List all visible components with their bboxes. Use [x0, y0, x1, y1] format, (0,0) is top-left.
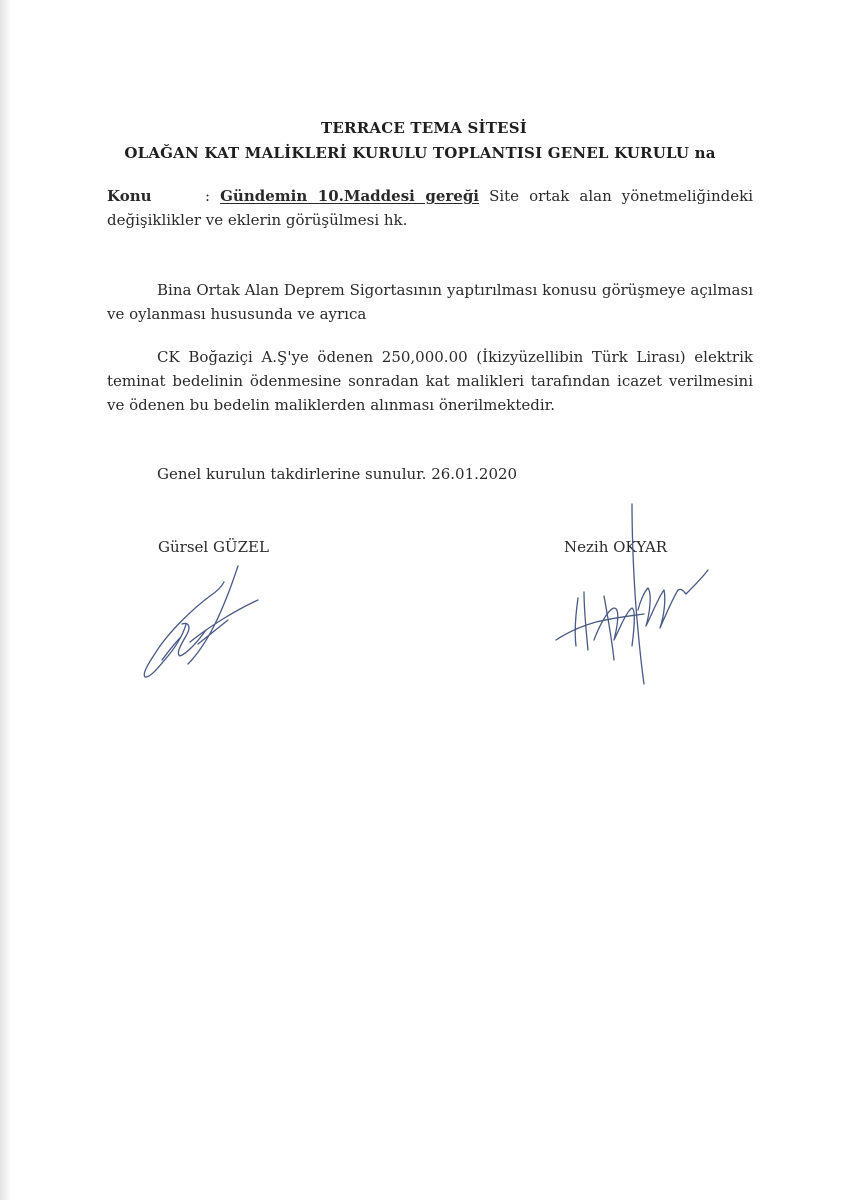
- subject-text: Site ortak alan yönetmeliğindeki değişiklikler ve eklerin görüşülmesi hk.: [107, 187, 753, 229]
- closing-line: Genel kurulun takdirlerine sunulur. 26.01.2020: [157, 465, 518, 483]
- subject-separator: :: [205, 187, 211, 205]
- body-paragraph-2: CK Boğaziçi A.Ş'ye ödenen 250,000.00 (İkizyüzellibin Türk Lirası) elektrik teminat bedelinin ödenmesine sonradan kat malikleri tarafından icazet verilmesini ve ödenen bu bedelin maliklerden alınması önerilmektedir.: [107, 348, 753, 414]
- agenda-reference: Gündemin 10.Maddesi gereği: [220, 187, 480, 205]
- signature-left: [128, 560, 268, 685]
- subject-line: [107, 184, 753, 232]
- signature-right: [548, 500, 718, 690]
- subject-label: Konu: [107, 187, 152, 205]
- document-title: TERRACE TEMA SİTESİ: [321, 119, 527, 137]
- body-paragraph-1: Bina Ortak Alan Deprem Sigortasının yaptırılması konusu görüşmeye açılması ve oylanması hususunda ve ayrıca: [107, 281, 753, 323]
- scan-edge-shadow: [0, 0, 11, 1200]
- signer-name-right: Nezih OKYAR: [564, 538, 668, 556]
- document-subtitle: OLAĞAN KAT MALİKLERİ KURULU TOPLANTISI GENEL KURULU na: [124, 144, 716, 162]
- signer-name-left: Gürsel GÜZEL: [158, 538, 269, 556]
